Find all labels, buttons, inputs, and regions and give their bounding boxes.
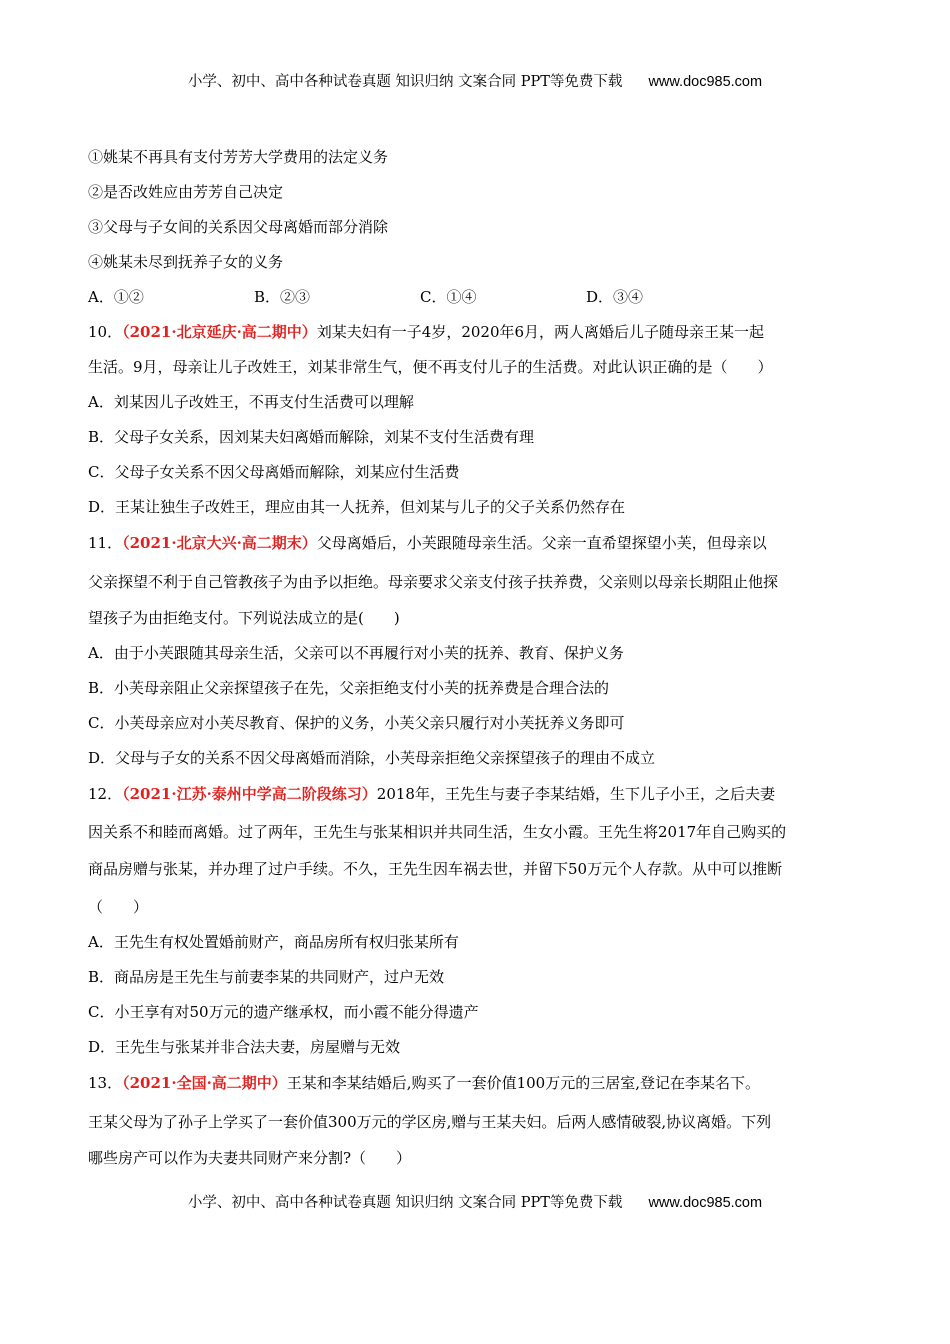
q10-option-d: D．王某让独生子改姓王，理应由其一人抚养，但刘某与儿子的父子关系仍然存在 xyxy=(88,498,626,516)
q11-option-a: A．由于小芙跟随其母亲生活，父亲可以不再履行对小芙的抚养、教育、保护义务 xyxy=(88,644,624,662)
q9-statement-1: ①姚某不再具有支付芳芳大学费用的法定义务 xyxy=(88,148,389,166)
q11-option-d: D．父母与子女的关系不因父母离婚而消除，小芙母亲拒绝父亲探望孩子的理由不成立 xyxy=(88,749,656,767)
q12-option-c: C．小王享有对50万元的遗产继承权，而小霞不能分得遗产 xyxy=(88,1003,479,1021)
q11-stem-text-1: 父母离婚后，小芙跟随母亲生活。父亲一直希望探望小芙，但母亲以 xyxy=(316,534,767,552)
q10-stem-line-2: 生活。9月，母亲让儿子改姓王，刘某非常生气，便不再支付儿子的生活费。对此认识正确的是（ ） xyxy=(88,358,773,376)
q10-stem-text-1: 刘某夫妇有一子4岁，2020年6月，两人离婚后儿子随母亲王某一起 xyxy=(316,323,765,341)
footer-text: 小学、初中、高中各种试卷真题 知识归纳 文案合同 PPT等免费下载 xyxy=(187,1195,623,1211)
q11-stem-line-1 xyxy=(88,533,767,553)
q9-option-a: A．①② xyxy=(88,288,144,306)
q12-stem-text-1: 2018年，王先生与妻子李某结婚，生下儿子小王，之后夫妻 xyxy=(376,785,775,803)
q12-option-a: A．王先生有权处置婚前财产，商品房所有权归张某所有 xyxy=(88,933,459,951)
q9-statement-4: ④姚某未尽到抚养子女的义务 xyxy=(88,253,284,271)
q13-source: （2021·全国·高二期中） xyxy=(122,1074,287,1092)
q12-number: 12． xyxy=(88,785,123,803)
header-text: 小学、初中、高中各种试卷真题 知识归纳 文案合同 PPT等免费下载 xyxy=(187,74,623,90)
q9-option-d: D．③④ xyxy=(586,288,644,306)
q10-stem-line-1 xyxy=(88,322,764,342)
q11-number: 11． xyxy=(88,534,123,552)
q11-stem-line-2: 父亲探望不利于自己管教孩子为由予以拒绝。母亲要求父亲支付孩子扶养费，父亲则以母亲长期阻止他探 xyxy=(88,573,779,591)
q10-option-c: C．父母子女关系不因父母离婚而解除，刘某应付生活费 xyxy=(88,463,460,481)
page-header xyxy=(0,70,950,91)
q12-stem-line-1 xyxy=(88,784,775,804)
q13-stem-line-3: 哪些房产可以作为夫妻共同财产来分割?（ ） xyxy=(88,1149,412,1167)
q13-stem-line-1 xyxy=(88,1073,760,1093)
q12-option-d: D．王先生与张某并非合法夫妻，房屋赠与无效 xyxy=(88,1038,401,1056)
q11-stem-line-3: 望孩子为由拒绝支付。下列说法成立的是( ) xyxy=(88,609,400,627)
q10-option-a: A．刘某因儿子改姓王，不再支付生活费可以理解 xyxy=(88,393,414,411)
header-url[interactable]: www.doc985.com xyxy=(648,74,763,90)
q12-stem-line-2: 因关系不和睦而离婚。过了两年，王先生与张某相识并共同生活，生女小霞。王先生将2017年自己购买的 xyxy=(88,823,787,841)
q13-stem-line-2: 王某父母为了孙子上学买了一套价值300万元的学区房,赠与王某夫妇。后两人感情破裂,协议离婚。下列 xyxy=(88,1113,772,1131)
q12-stem-line-4: （ ） xyxy=(88,898,149,916)
q11-source: （2021·北京大兴·高二期末） xyxy=(122,534,317,552)
q11-option-c: C．小芙母亲应对小芙尽教育、保护的义务，小芙父亲只履行对小芙抚养义务即可 xyxy=(88,714,625,732)
q11-option-b: B．小芙母亲阻止父亲探望孩子在先，父亲拒绝支付小芙的抚养费是合理合法的 xyxy=(88,679,610,697)
q10-number: 10． xyxy=(88,323,123,341)
q9-statement-3: ③父母与子女间的关系因父母离婚而部分消除 xyxy=(88,218,389,236)
q13-number: 13． xyxy=(88,1074,123,1092)
footer-url[interactable]: www.doc985.com xyxy=(648,1195,763,1211)
q12-option-b: B．商品房是王先生与前妻李某的共同财产，过户无效 xyxy=(88,968,445,986)
q10-option-b: B．父母子女关系，因刘某夫妇离婚而解除，刘某不支付生活费有理 xyxy=(88,428,535,446)
q9-option-b: B．②③ xyxy=(254,288,311,306)
q9-statement-2: ②是否改姓应由芳芳自己决定 xyxy=(88,183,284,201)
q9-options xyxy=(88,287,643,307)
q12-source: （2021·江苏·泰州中学高二阶段练习） xyxy=(122,785,377,803)
q12-stem-line-3: 商品房赠与张某，并办理了过户手续。不久，王先生因车祸去世，并留下50万元个人存款。从中可以推断 xyxy=(88,860,783,878)
q13-stem-text-1: 王某和李某结婚后,购买了一套价值100万元的三居室,登记在李某名下。 xyxy=(286,1074,760,1092)
page-footer xyxy=(0,1191,950,1212)
q9-option-c: C．①④ xyxy=(420,288,477,306)
q10-source: （2021·北京延庆·高二期中） xyxy=(122,323,317,341)
